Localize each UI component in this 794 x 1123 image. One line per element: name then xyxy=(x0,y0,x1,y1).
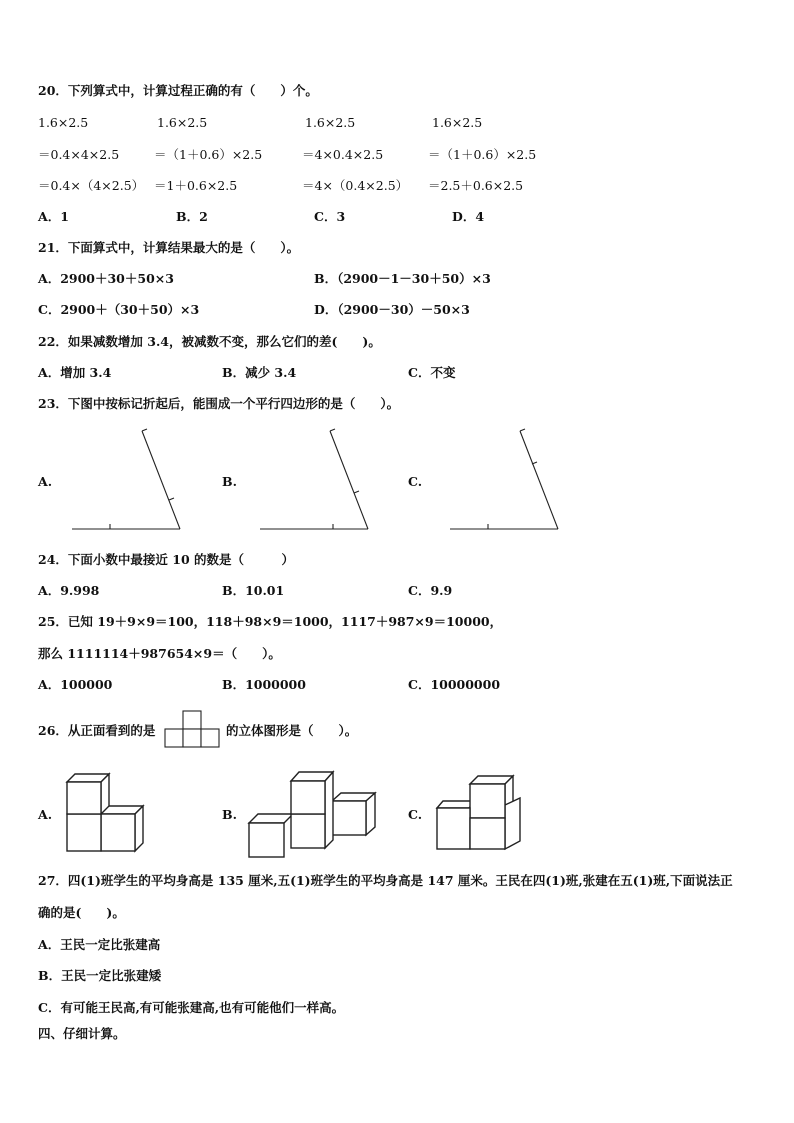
q26-figure-b xyxy=(248,770,378,860)
q23-option-a[interactable]: A. xyxy=(38,474,53,489)
q22-stem: 22．如果减数增加 3.4，被减数不变，那么它们的差( )。 xyxy=(38,334,381,349)
q26-option-c[interactable]: C. xyxy=(408,807,423,822)
q24-option-c[interactable]: C．9.9 xyxy=(408,583,453,598)
q23-option-b[interactable]: B. xyxy=(222,474,237,489)
q23-option-c[interactable]: C. xyxy=(408,474,423,489)
q20-expr-1-line-3: ＝0.4×（4×2.5） xyxy=(38,178,145,193)
q27-option-a[interactable]: A．王民一定比张建高 xyxy=(38,937,161,952)
q27-stem-line-2: 确的是( )。 xyxy=(38,905,125,920)
q23-figure-b xyxy=(258,428,378,534)
q25-option-a[interactable]: A．100000 xyxy=(38,677,113,692)
q21-option-d[interactable]: D．（2900－30）－50×3 xyxy=(314,302,470,317)
q20-expr-1-line-1: 1.6×2.5 xyxy=(38,115,89,130)
q26-option-a[interactable]: A. xyxy=(38,807,53,822)
q20-expr-2-line-1: 1.6×2.5 xyxy=(157,115,208,130)
q21-option-a[interactable]: A．2900＋30＋50×3 xyxy=(38,271,174,286)
q20-option-a[interactable]: A．1 xyxy=(38,209,69,224)
q27-stem-line-1: 27．四(1)班学生的平均身高是 135 厘米,五(1)班学生的平均身高是 147 厘米。王民在四(1)班,张建在五(1)班,下面说法正 xyxy=(38,873,733,888)
q25-stem-line-1: 25．已知 19＋9×9＝100，118＋98×9＝1000，1117＋987×9＝10000， xyxy=(38,614,503,629)
q20-expr-4-line-2: ＝（1＋0.6）×2.5 xyxy=(428,147,537,162)
q21-option-c[interactable]: C．2900＋（30＋50）×3 xyxy=(38,302,200,317)
q24-option-b[interactable]: B．10.01 xyxy=(222,583,285,598)
q26-stem-before: 26．从正面看到的是 xyxy=(38,723,156,738)
q26-option-b[interactable]: B. xyxy=(222,807,237,822)
q26-figure-a xyxy=(66,772,148,854)
q22-option-b[interactable]: B．减少 3.4 xyxy=(222,365,297,380)
q23-stem: 23．下图中按标记折起后，能围成一个平行四边形的是（ ）。 xyxy=(38,396,400,411)
q20-expr-1-line-2: ＝0.4×4×2.5 xyxy=(38,147,120,162)
q23-figure-c xyxy=(448,428,568,534)
q20-expr-2-line-2: ＝（1＋0.6）×2.5 xyxy=(154,147,263,162)
q27-option-b[interactable]: B．王民一定比张建矮 xyxy=(38,968,162,983)
q20-option-c[interactable]: C．3 xyxy=(314,209,346,224)
q25-option-b[interactable]: B．1000000 xyxy=(222,677,306,692)
section-4-heading: 四、仔细计算。 xyxy=(38,1026,126,1041)
q20-option-d[interactable]: D．4 xyxy=(452,209,485,224)
q24-stem: 24．下面小数中最接近 10 的数是（ ） xyxy=(38,552,294,567)
q26-front-view-figure xyxy=(164,710,222,750)
q21-stem: 21．下面算式中，计算结果最大的是（ ）。 xyxy=(38,240,300,255)
q20-expr-4-line-3: ＝2.5＋0.6×2.5 xyxy=(428,178,524,193)
q20-expr-3-line-3: ＝4×（0.4×2.5） xyxy=(302,178,409,193)
q20-expr-2-line-3: ＝1＋0.6×2.5 xyxy=(154,178,238,193)
q20-stem: 20．下列算式中，计算过程正确的有（ ）个。 xyxy=(38,83,318,98)
q21-option-b[interactable]: B．（2900－1－30＋50）×3 xyxy=(314,271,491,286)
q27-option-c[interactable]: C．有可能王民高,有可能张建高,也有可能他们一样高。 xyxy=(38,1000,345,1015)
q22-option-a[interactable]: A．增加 3.4 xyxy=(38,365,112,380)
q25-option-c[interactable]: C．10000000 xyxy=(408,677,501,692)
q20-expr-4-line-1: 1.6×2.5 xyxy=(432,115,483,130)
q23-figure-a xyxy=(70,428,190,534)
q26-stem-after: 的立体图形是（ ）。 xyxy=(226,723,358,738)
q22-option-c[interactable]: C．不变 xyxy=(408,365,456,380)
q24-option-a[interactable]: A．9.998 xyxy=(38,583,100,598)
q26-figure-c xyxy=(436,773,524,853)
q20-option-b[interactable]: B．2 xyxy=(176,209,208,224)
q20-expr-3-line-1: 1.6×2.5 xyxy=(305,115,356,130)
q20-expr-3-line-2: ＝4×0.4×2.5 xyxy=(302,147,384,162)
q25-stem-line-2: 那么 1111114＋987654×9＝（ ）。 xyxy=(38,646,281,661)
